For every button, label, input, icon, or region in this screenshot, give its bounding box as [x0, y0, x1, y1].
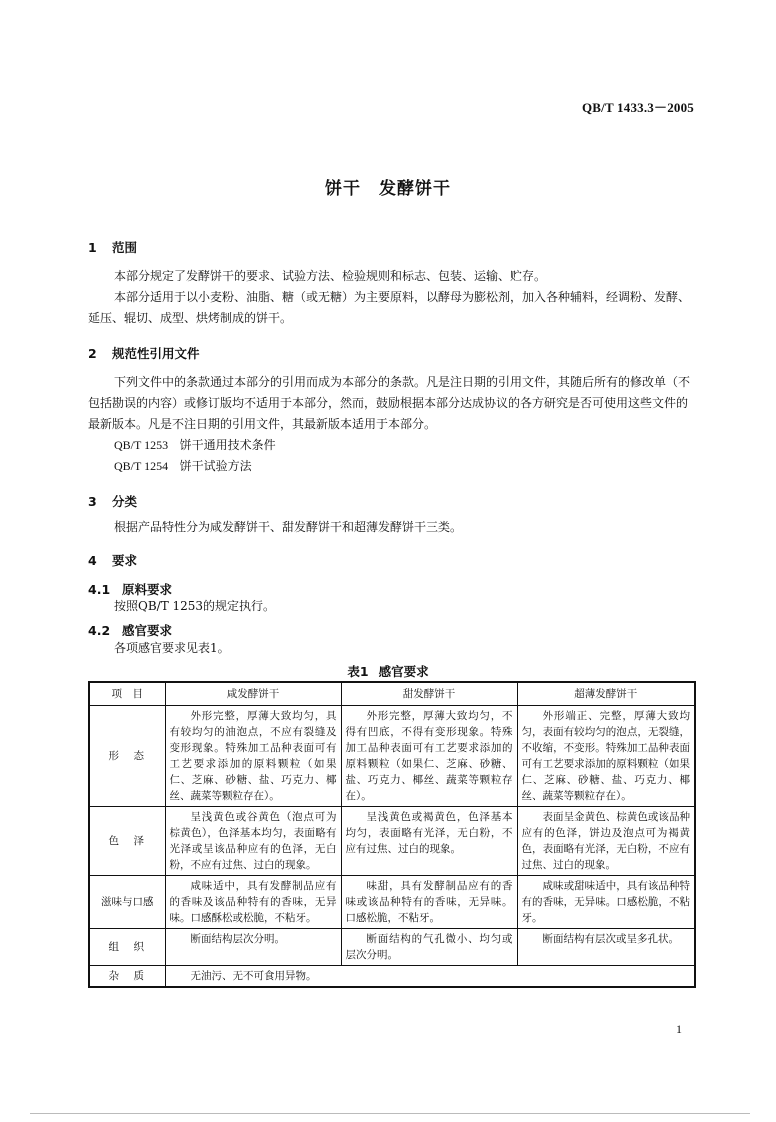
row-item: 组 织 [89, 929, 165, 966]
cell-salty: 咸味适中，具有发酵制品应有的香味及该品种特有的香味，无异味。口感酥松或松脆，不粘牙。 [165, 876, 341, 929]
sensory-requirements-table [88, 681, 696, 988]
section-title: 规范性引用文件 [112, 346, 200, 361]
section-4-2-heading [88, 621, 172, 639]
section-title: 要求 [112, 553, 138, 568]
table-row [89, 876, 695, 929]
section-number: 2 [88, 346, 97, 361]
table-caption [0, 662, 776, 680]
table-row [89, 929, 695, 966]
cell-thin: 外形端正、完整，厚薄大致均匀，表面有较均匀的泡点，无裂缝，不收缩，不变形。特殊加工品种表面可有工艺要求添加的原料颗粒（如果仁、芝麻、砂糖、盐、巧克力、椰丝、蔬菜等颗粒存在）。 [517, 706, 695, 807]
section-number: 4 [88, 553, 97, 568]
row-item: 色 泽 [89, 807, 165, 876]
cell-thin: 咸味或甜味适中，具有该品种特有的香味，无异味。口感松脆，不粘牙。 [517, 876, 695, 929]
section-4-heading [88, 551, 137, 569]
section-title: 范围 [112, 240, 138, 255]
reference-2 [114, 456, 252, 477]
reference-name: 饼干通用技术条件 [179, 438, 276, 452]
reference-code: QB/T 1253 [114, 438, 169, 452]
page-number: 1 [676, 1022, 682, 1036]
document-title: 饼干 发酵饼干 [325, 179, 451, 199]
cell-sweet: 味甜，具有发酵制品应有的香味或该品种特有的香味，无异味。口感松脆，不粘牙。 [341, 876, 517, 929]
row-item: 形 态 [89, 706, 165, 807]
section-3-heading [88, 492, 137, 510]
row-item: 滋味与口感 [89, 876, 165, 929]
table-title: 感官要求 [378, 664, 429, 679]
section-title: 原料要求 [122, 582, 173, 597]
cell-salty: 断面结构层次分明。 [165, 929, 341, 966]
header-thin: 超薄发酵饼干 [517, 682, 695, 706]
header-salty: 咸发酵饼干 [165, 682, 341, 706]
table-row [89, 807, 695, 876]
section-1-heading [88, 238, 137, 256]
reference-name: 饼干试验方法 [179, 459, 252, 473]
section-title: 感官要求 [122, 623, 173, 638]
cell-salty: 外形完整，厚薄大致均匀，具有较均匀的油泡点，不应有裂缝及变形现象。特殊加工品种表面可有工艺要求添加的原料颗粒（如果仁、芝麻、砂糖、盐、巧克力、椰丝、蔬菜等颗粒存在）。 [165, 706, 341, 807]
section-number: 1 [88, 240, 97, 255]
reference-code: QB/T 1254 [114, 459, 169, 473]
section-2-paragraph-1: 下列文件中的条款通过本部分的引用而成为本部分的条款。凡是注日期的引用文件，其随后所有的修改单（不包括勘误的内容）或修订版均不适用于本部分，然而，鼓励根据本部分达成协议的各方研究是否可使用这些文件的最新版本。凡是不注日期的引用文件，其最新版本适用于本部分。 [88, 375, 691, 431]
table-row [89, 706, 695, 807]
section-number: 3 [88, 494, 97, 509]
cell-sweet: 呈浅黄色或褐黄色，色泽基本均匀，表面略有光泽，无白粉，不应有过焦、过白的现象。 [341, 807, 517, 876]
footer-divider [30, 1113, 750, 1114]
section-1-paragraph-2: 本部分适用于以小麦粉、油脂、糖（或无糖）为主要原料，以酵母为膨松剂，加入各种辅料，经调粉、发酵、延压、辊切、成型、烘烤制成的饼干。 [88, 290, 691, 325]
cell-thin: 断面结构有层次或呈多孔状。 [517, 929, 695, 966]
table-number: 表1 [347, 664, 369, 679]
section-number: 4.2 [88, 623, 111, 638]
table-header-row [89, 682, 695, 706]
section-2-heading [88, 344, 200, 362]
row-item: 杂 质 [89, 966, 165, 988]
cell-sweet: 外形完整，厚薄大致均匀，不得有凹底，不得有变形现象。特殊加工品种表面可有工艺要求添加的原料颗粒（如果仁、芝麻、砂糖、盐、巧克力、椰丝、蔬菜等颗粒存在）。 [341, 706, 517, 807]
section-4-2-paragraph: 各项感官要求见表1。 [114, 641, 230, 655]
header-sweet: 甜发酵饼干 [341, 682, 517, 706]
reference-1 [114, 435, 276, 456]
table-row [89, 966, 695, 988]
section-3-paragraph-1: 根据产品特性分为咸发酵饼干、甜发酵饼干和超薄发酵饼干三类。 [114, 520, 463, 534]
section-1-paragraph-1: 本部分规定了发酵饼干的要求、试验方法、检验规则和标志、包装、运输、贮存。 [114, 269, 547, 283]
cell-thin: 表面呈金黄色、棕黄色或该品种应有的色泽，饼边及泡点可为褐黄色，表面略有光泽，无白粉，不应有过焦、过白的现象。 [517, 807, 695, 876]
header-item: 项 目 [89, 682, 165, 706]
cell-sweet: 断面结构的气孔微小、均匀或层次分明。 [341, 929, 517, 966]
cell-impurity: 无油污、无不可食用异物。 [165, 966, 695, 988]
section-number: 4.1 [88, 582, 111, 597]
cell-salty: 呈浅黄色或谷黄色（泡点可为棕黄色），色泽基本均匀，表面略有光泽或呈该品种应有的色泽，无白粉，不应有过焦、过白的现象。 [165, 807, 341, 876]
section-title: 分类 [112, 494, 138, 509]
standard-number: QB/T 1433.3－2005 [581, 100, 694, 115]
section-4-1-paragraph: 按照QB/T 1253的规定执行。 [114, 599, 276, 613]
